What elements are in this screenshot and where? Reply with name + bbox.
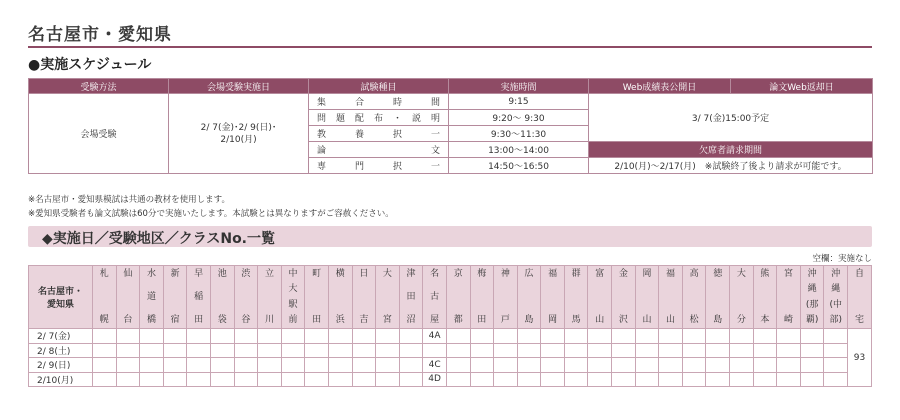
venue-char: 金 [618,269,628,279]
grid-cell [800,343,824,358]
grid-date: 2/ 7(金) [29,329,93,344]
grid-cell [258,329,282,344]
grid-cell [470,343,494,358]
venue-header [210,266,234,329]
grid-cell [564,343,588,358]
grid-cell [494,329,518,344]
venue-char: 宿 [170,315,180,325]
grid-cell [281,358,305,373]
grid-cell [635,372,659,387]
grid-cell [682,358,706,373]
venue-char: 田 [312,315,322,325]
venue-char: 田 [406,292,416,302]
exam-subject: 論文 [309,142,449,158]
venue-char: 都 [453,315,463,325]
venue-char: 台 [123,315,133,325]
venue-header [352,266,376,329]
grid-date: 2/ 8(土) [29,343,93,358]
exam-subject: 教養択一 [309,126,449,142]
venue-char: 本 [760,315,770,325]
venue-char: 大 [736,269,746,279]
venue-header [305,266,329,329]
class-grid [28,265,872,387]
venue-header [659,266,683,329]
grid-cell [706,343,730,358]
grid-cell [470,358,494,373]
exam-time: 9:30～11:30 [449,126,589,142]
exam-dates: 2/ 7(金)･2/ 9(日)･ 2/10(月) [169,94,309,174]
grid-date: 2/10(月) [29,372,93,387]
grid-cell [682,372,706,387]
grid-cell [517,358,541,373]
grid-cell [140,358,164,373]
venue-char: 袋 [217,315,227,325]
grid-cell [187,329,211,344]
grid-cell [352,372,376,387]
venue-header [234,266,258,329]
grid-cell [305,372,329,387]
venue-char: 島 [713,315,723,325]
venue-header [399,266,423,329]
grid-cell [753,343,777,358]
grid-cell [234,329,258,344]
title-rule [28,46,872,48]
venue-header [564,266,588,329]
venue-char: 幌 [99,315,109,325]
venue-header [163,266,187,329]
grid-cell [588,358,612,373]
web-release-date: 3/ 7(金)15:00予定 [589,94,873,142]
grid-cell [234,372,258,387]
grid-cell [564,372,588,387]
venue-char: 吉 [359,315,369,325]
venue-char: 田 [194,315,204,325]
grid-cell [376,358,400,373]
venue-char: 沼 [406,315,416,325]
venue-char: 沖 [831,269,841,279]
grid-cell [305,358,329,373]
schedule-header: 試験種目 [309,79,449,94]
grid-cell [423,343,447,358]
venue-char: 前 [288,314,298,325]
venue-char: 沖 [807,269,817,279]
grid-cell [659,372,683,387]
exam-subject: 集合時間 [309,94,449,110]
venue-char: 谷 [241,315,251,325]
venue-char: 大 [382,269,392,279]
grid-cell [824,329,848,344]
schedule-header: 会場受験実施日 [169,79,309,94]
grid-cell [470,329,494,344]
venue-char: 京 [453,269,463,279]
grid-cell [116,343,140,358]
grid-cell [494,358,518,373]
venue-char: 古 [430,292,440,302]
venue-char: 仙 [123,269,133,279]
grid-cell [730,329,754,344]
grid-cell [730,372,754,387]
grid-corner-label: 名古屋市・ 愛知県 [29,266,93,329]
grid-cell [682,343,706,358]
venue-header [635,266,659,329]
grid-cell [494,372,518,387]
grid-cell [399,329,423,344]
grid-cell [517,343,541,358]
absence-header: 欠席者請求期間 [589,142,873,158]
venue-char: 駅 [288,299,298,310]
venue-char: 自 [854,269,864,279]
grid-cell [777,329,801,344]
grid-heading: ◆実施日／受験地区／クラスNo.一覧 [42,231,275,247]
venue-header [517,266,541,329]
grid-cell [446,372,470,387]
venue-char: 宅 [854,315,864,325]
venue-header [612,266,636,329]
grid-cell [824,358,848,373]
venue-header [446,266,470,329]
grid-cell [328,358,352,373]
grid-heading-bar [28,226,872,247]
exam-time: 9:20～ 9:30 [449,110,589,126]
schedule-header: Web成績表公開日 [589,79,731,94]
grid-cell [753,358,777,373]
venue-header [328,266,352,329]
venue-header [470,266,494,329]
venue-char: 沢 [618,315,628,325]
venue-header [258,266,282,329]
schedule-table [28,78,873,174]
grid-date: 2/ 9(日) [29,358,93,373]
grid-cell [682,329,706,344]
grid-cell [399,358,423,373]
venue-char: 縄 [831,284,841,295]
grid-cell [234,358,258,373]
grid-cell [187,358,211,373]
grid-cell [730,358,754,373]
venue-char: 山 [666,315,676,325]
venue-char: 水 [146,269,156,279]
grid-cell [210,358,234,373]
grid-cell [116,329,140,344]
grid-cell [753,372,777,387]
venue-char: 山 [595,315,605,325]
venue-char: 福 [548,269,558,279]
venue-char: 川 [264,315,274,325]
grid-cell [777,372,801,387]
exam-time: 14:50～16:50 [449,158,589,174]
venue-header [800,266,824,329]
schedule-heading: ●実施スケジュール [28,57,152,73]
grid-cell [659,358,683,373]
venue-char: 道 [146,292,156,302]
grid-cell [517,329,541,344]
venue-char: 馬 [571,315,581,325]
grid-cell [824,372,848,387]
venue-char: 分 [736,315,746,325]
venue-char: 中 [288,269,298,279]
venue-char: 福 [666,269,676,279]
venue-char: 岡 [642,269,652,279]
venue-header [140,266,164,329]
venue-char: 津 [406,269,416,279]
grid-cell [800,358,824,373]
venue-char: 徳 [713,269,723,279]
venue-char: 田 [477,315,487,325]
grid-cell [140,372,164,387]
grid-cell [210,343,234,358]
grid-cell [564,358,588,373]
venue-char: 崎 [784,315,794,325]
grid-cell [706,358,730,373]
venue-char: 覇) [805,314,819,325]
note-line: ※名古屋市・愛知県模試は共通の教材を使用します。 [28,195,230,205]
grid-cell [352,358,376,373]
home-class-cell: 93 [848,329,872,387]
venue-header [541,266,565,329]
grid-cell [116,358,140,373]
grid-cell [541,329,565,344]
grid-cell [258,358,282,373]
legend-text: 空欄：実施なし [812,254,872,264]
venue-char: 札 [99,269,109,279]
venue-char: 名 [430,269,440,279]
grid-cell [140,343,164,358]
grid-cell [187,372,211,387]
venue-header [588,266,612,329]
venue-char: 町 [312,269,322,279]
grid-cell [446,343,470,358]
venue-char: 島 [524,315,534,325]
grid-cell [93,372,117,387]
venue-char: 宮 [382,315,392,325]
grid-cell [635,343,659,358]
grid-cell [187,343,211,358]
grid-cell [352,343,376,358]
grid-cell [730,343,754,358]
grid-cell [635,329,659,344]
venue-char: 宮 [784,269,794,279]
venue-char: 新 [170,269,180,279]
venue-char: 熊 [760,269,770,279]
grid-cell [800,329,824,344]
grid-cell [588,343,612,358]
venue-char: 富 [595,269,605,279]
grid-cell [824,343,848,358]
venue-char: 高 [689,269,699,279]
exam-time: 9:15 [449,94,589,110]
grid-cell [494,343,518,358]
venue-header [376,266,400,329]
grid-cell [800,372,824,387]
grid-cell [328,372,352,387]
schedule-header: 受験方法 [29,79,169,94]
grid-cell [541,372,565,387]
grid-cell [163,343,187,358]
venue-char: 戸 [500,315,510,325]
venue-header [423,266,447,329]
grid-cell [163,358,187,373]
grid-cell [446,329,470,344]
venue-char: 池 [217,269,227,279]
venue-char: 梅 [477,269,487,279]
venue-char: 渋 [241,269,251,279]
venue-header [706,266,730,329]
grid-cell [328,329,352,344]
page-title: 名古屋市・愛知県 [28,25,172,45]
grid-cell [564,329,588,344]
grid-cell [777,343,801,358]
grid-cell [281,372,305,387]
grid-cell [399,372,423,387]
grid-cell: 4A [423,329,447,344]
exam-method: 会場受験 [29,94,169,174]
grid-cell [234,343,258,358]
venue-char: (那 [805,299,819,310]
grid-cell [258,372,282,387]
grid-cell [399,343,423,358]
venue-char: 群 [571,269,581,279]
exam-subject: 専門択一 [309,158,449,174]
venue-char: 早 [194,269,204,279]
grid-cell [210,329,234,344]
grid-cell [305,343,329,358]
grid-cell [588,372,612,387]
grid-cell [753,329,777,344]
venue-header [494,266,518,329]
grid-cell [541,358,565,373]
venue-header [753,266,777,329]
note-line: ※愛知県受験者も論文試験は60分で実施いたします。本試験とは異なりますがご容赦ください。 [28,209,394,219]
grid-cell [612,372,636,387]
grid-cell [541,343,565,358]
grid-cell [281,329,305,344]
venue-char: 稲 [194,292,204,302]
grid-cell [612,329,636,344]
grid-cell [93,358,117,373]
grid-cell [163,329,187,344]
venue-char: 神 [500,269,510,279]
grid-cell [446,358,470,373]
grid-cell [93,329,117,344]
grid-cell [116,372,140,387]
grid-cell [305,329,329,344]
grid-cell [163,372,187,387]
venue-header [730,266,754,329]
schedule-header: 論文Web返却日 [731,79,873,94]
grid-cell: 4D [423,372,447,387]
exam-subject: 問題配布・説明 [309,110,449,126]
grid-cell [281,343,305,358]
grid-cell [659,329,683,344]
grid-cell [777,358,801,373]
grid-cell [93,343,117,358]
venue-header [824,266,848,329]
venue-char: 橋 [146,315,156,325]
grid-cell [210,372,234,387]
venue-char: 横 [335,269,345,279]
grid-cell: 4C [423,358,447,373]
absence-period: 2/10(月)～2/17(月) ※試験終了後より請求が可能です。 [589,158,873,174]
venue-header [848,266,872,329]
grid-cell [258,343,282,358]
grid-cell [635,358,659,373]
venue-char: 縄 [807,284,817,295]
grid-cell [352,329,376,344]
grid-cell [706,372,730,387]
venue-char: 屋 [430,315,440,325]
venue-char: 山 [642,315,652,325]
venue-char: 岡 [548,315,558,325]
grid-cell [376,343,400,358]
grid-cell [706,329,730,344]
venue-char: 広 [524,269,534,279]
venue-char: 部) [829,314,842,325]
venue-header [682,266,706,329]
grid-cell [612,343,636,358]
grid-cell [588,329,612,344]
venue-char: 大 [288,284,298,295]
venue-char: 立 [264,269,274,279]
venue-header [281,266,305,329]
venue-header [187,266,211,329]
schedule-header: 実施時間 [449,79,589,94]
venue-header [116,266,140,329]
grid-cell [328,343,352,358]
venue-header [93,266,117,329]
venue-char: 浜 [335,315,345,325]
grid-cell [612,358,636,373]
venue-char: (中 [829,299,842,310]
grid-cell [470,372,494,387]
grid-cell [140,329,164,344]
venue-header [777,266,801,329]
venue-char: 松 [689,315,699,325]
grid-cell [376,372,400,387]
exam-time: 13:00～14:00 [449,142,589,158]
grid-cell [376,329,400,344]
venue-char: 日 [359,269,369,279]
grid-cell [659,343,683,358]
grid-cell [517,372,541,387]
